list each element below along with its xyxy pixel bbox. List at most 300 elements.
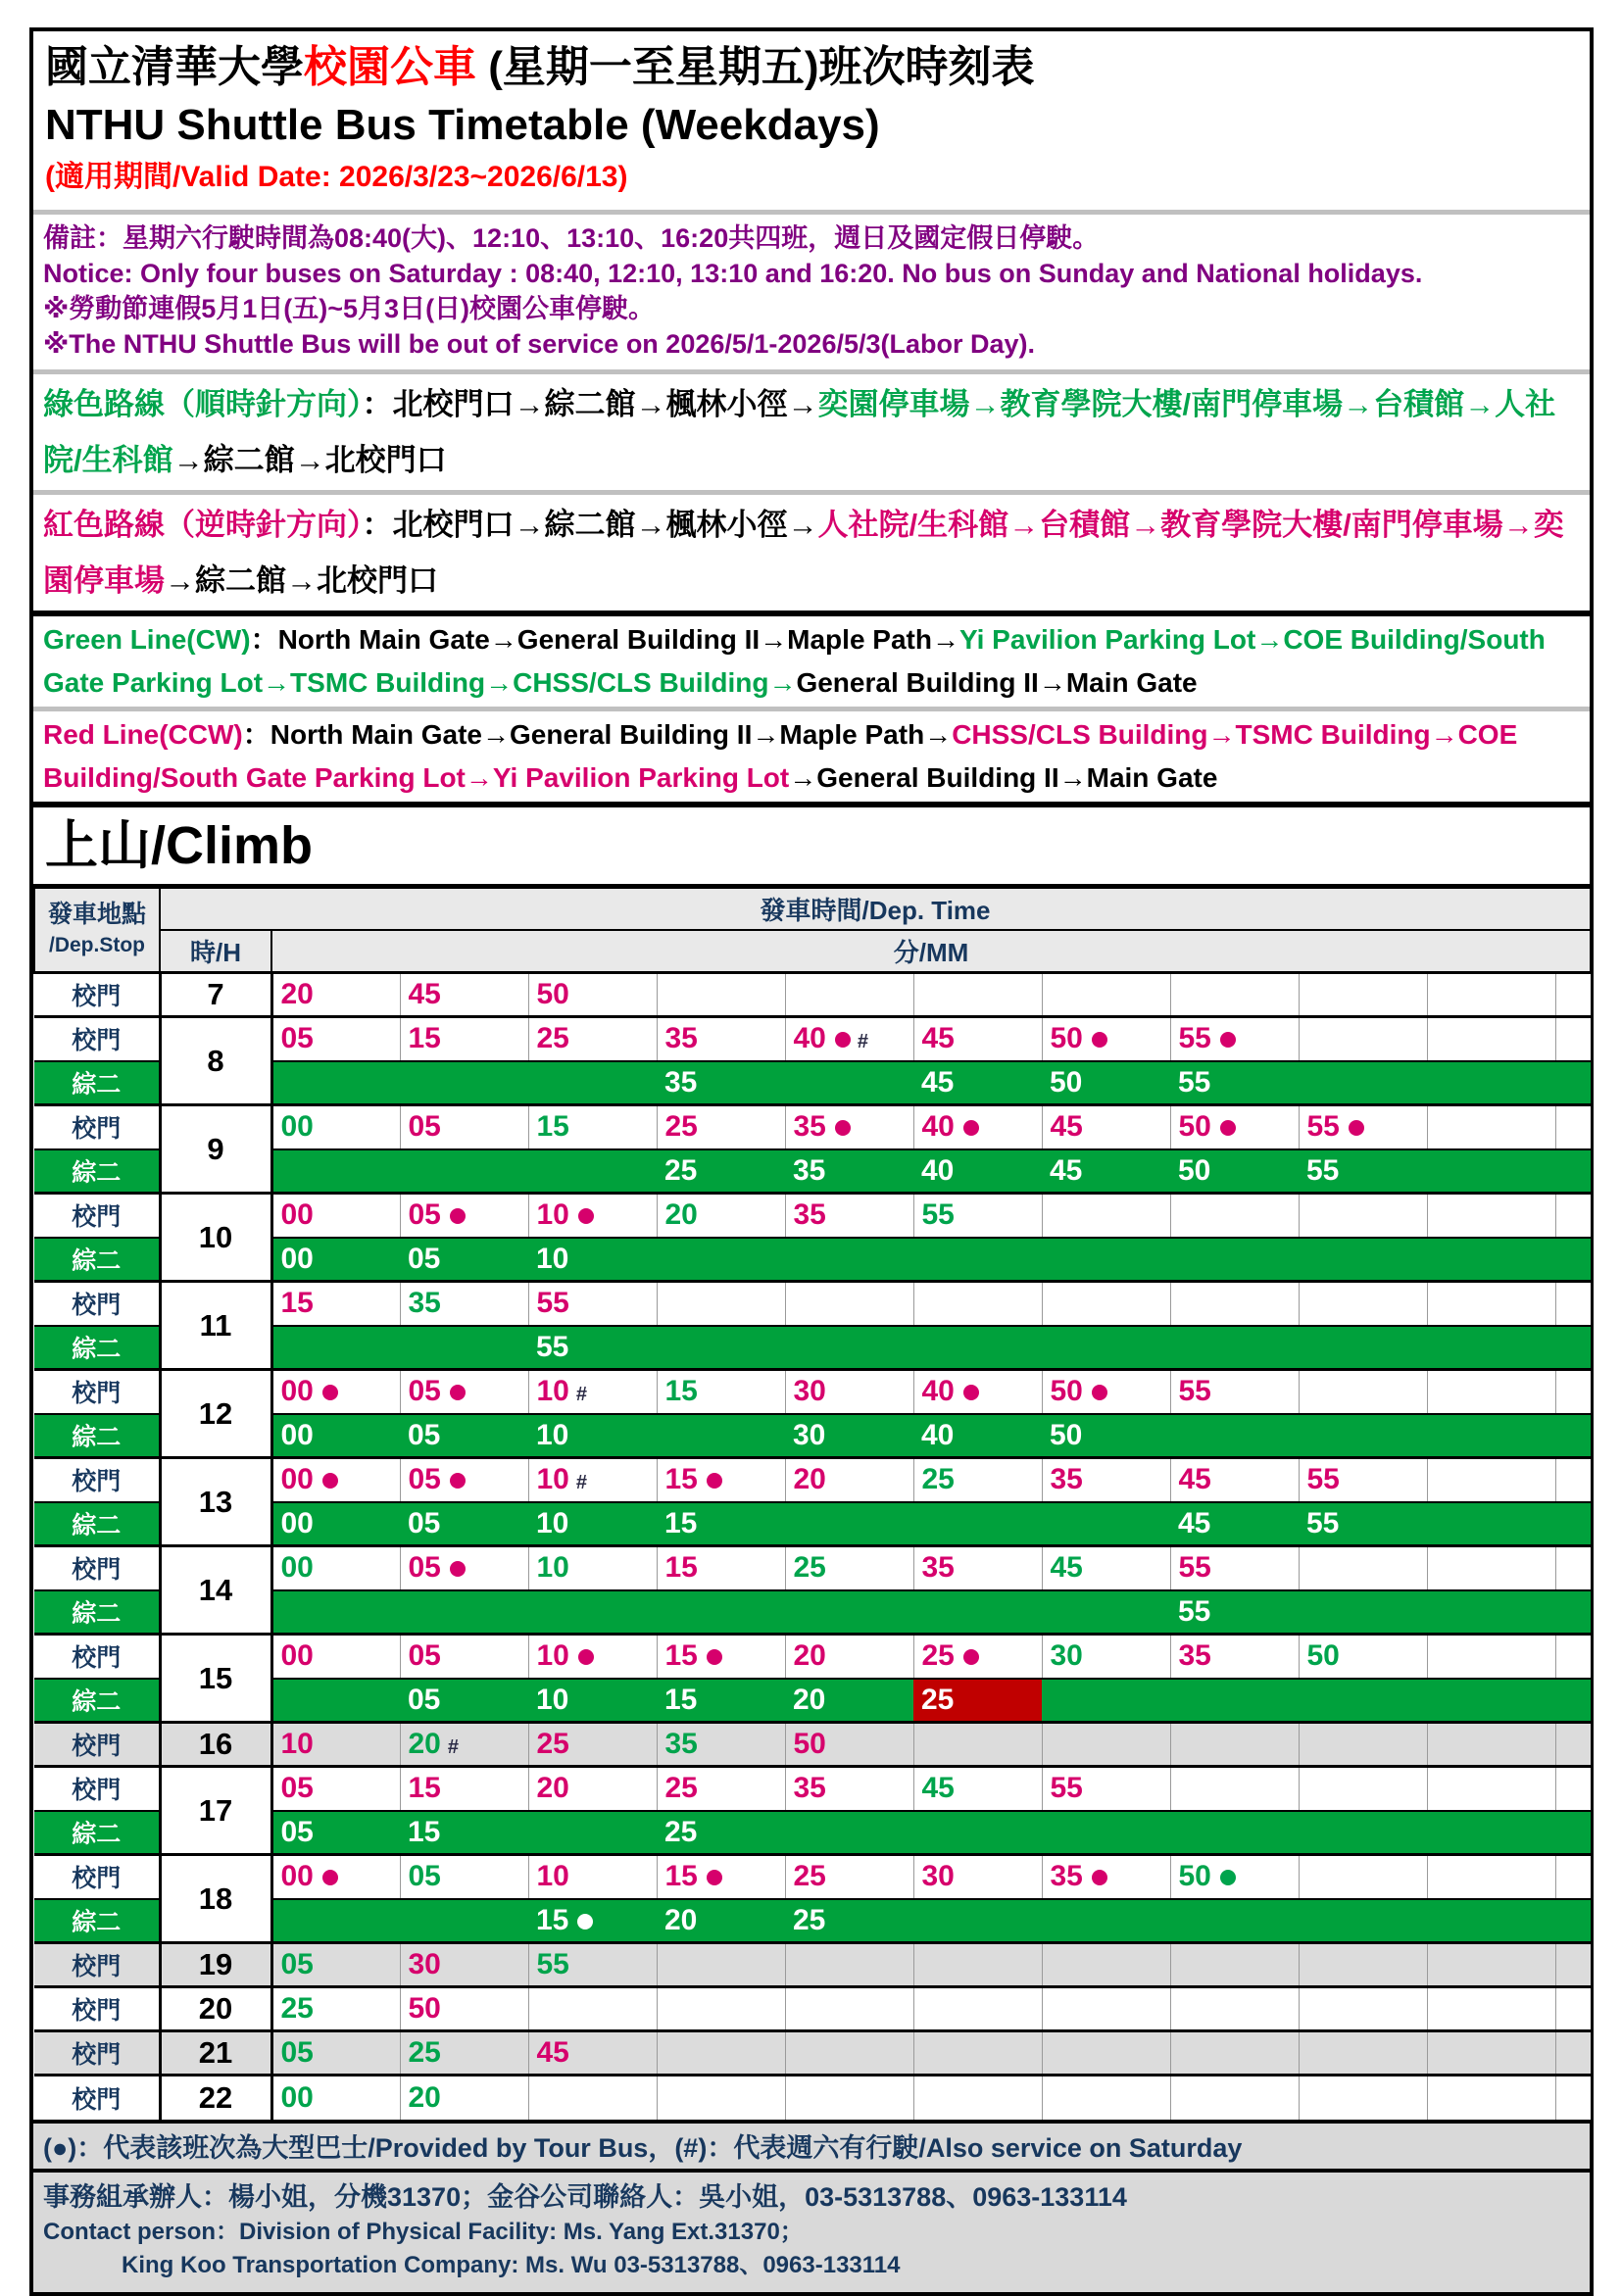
minute-value: 30 <box>793 1418 826 1451</box>
minute-value: 10 <box>536 1683 569 1716</box>
text-segment: 綠色路線（順時針方向） <box>43 387 363 421</box>
departure-time-cell <box>528 1458 657 1502</box>
stop-label: 校門 <box>34 1723 160 1767</box>
minute-value: 45 <box>921 1772 955 1805</box>
empty-cell <box>1299 1017 1427 1061</box>
timetable-row-9-gate <box>34 1105 1591 1149</box>
minute-value: 05 <box>408 1683 441 1716</box>
departure-time-cell <box>528 1635 657 1679</box>
departure-time-cell <box>1170 1105 1299 1149</box>
minute-value: 05 <box>280 2036 314 2069</box>
minute-value: 55 <box>1050 1772 1083 1805</box>
empty-cell <box>1555 1590 1591 1635</box>
minute-value: 00 <box>281 1463 338 1495</box>
tour-bus-dot-icon <box>1092 1870 1107 1885</box>
departure-time-cell <box>1170 1061 1299 1105</box>
empty-cell <box>913 1590 1042 1635</box>
minute-value: 55 <box>1178 1551 1211 1585</box>
note-zh-labor-day: ※勞動節連假5月1日(五)~5月3日(日)校園公車停駛。 <box>43 294 656 323</box>
tour-bus-dot-icon <box>322 1473 338 1489</box>
empty-cell <box>1299 1811 1427 1855</box>
departure-time-cell <box>400 1679 528 1723</box>
tour-bus-dot-icon <box>1092 1032 1107 1048</box>
empty-cell <box>1427 1899 1555 1943</box>
empty-cell <box>1427 1458 1555 1502</box>
empty-cell <box>785 1326 913 1370</box>
empty-cell <box>785 1987 913 2031</box>
departure-time-cell <box>528 1282 657 1326</box>
departure-time-cell <box>657 1502 785 1546</box>
stop-label: 校門 <box>34 1017 160 1061</box>
hour-value: 10 <box>160 1194 271 1282</box>
timetable-row-15-gate <box>34 1635 1591 1679</box>
empty-cell <box>1555 973 1591 1017</box>
empty-cell <box>1555 1767 1591 1811</box>
minute-value: 50 <box>1050 1418 1083 1451</box>
departure-time-cell <box>785 1635 913 1679</box>
empty-cell <box>1299 1282 1427 1326</box>
empty-cell <box>913 1282 1042 1326</box>
empty-cell <box>528 1811 657 1855</box>
departure-time-cell <box>271 1414 400 1458</box>
departure-time-cell <box>271 1194 400 1238</box>
tour-bus-dot-icon <box>450 1561 466 1577</box>
departure-time-cell <box>785 1414 913 1458</box>
minute-value: 35 <box>408 1287 441 1320</box>
departure-time-cell <box>528 1105 657 1149</box>
departure-time-cell <box>271 1635 400 1679</box>
empty-cell <box>1427 1679 1555 1723</box>
minute-value: 50 <box>408 1992 441 2025</box>
empty-cell <box>1555 2031 1591 2076</box>
minute-value: 25 <box>793 1551 826 1585</box>
minute-value: 35 <box>793 1153 826 1187</box>
minute-value: 40 <box>921 1153 955 1187</box>
empty-cell <box>1555 1194 1591 1238</box>
empty-cell <box>1299 1987 1427 2031</box>
header-dep-stop-zh: 發車地點 <box>47 901 146 928</box>
empty-cell <box>785 2031 913 2076</box>
departure-time-cell <box>271 973 400 1017</box>
hour-value: 14 <box>160 1546 271 1635</box>
empty-cell <box>1555 1061 1591 1105</box>
stop-label: 校門 <box>34 1987 160 2031</box>
empty-cell <box>1555 1370 1591 1414</box>
empty-cell <box>785 1502 913 1546</box>
departure-time-cell <box>528 1502 657 1546</box>
empty-cell <box>1427 1017 1555 1061</box>
minute-value: 20 <box>280 978 314 1010</box>
empty-cell <box>528 1149 657 1194</box>
departure-time-cell <box>528 1326 657 1370</box>
minute-value: 00 <box>280 2080 314 2114</box>
empty-cell <box>400 1899 528 1943</box>
empty-cell <box>1427 1326 1555 1370</box>
timetable-row-21-gate <box>34 2031 1591 2076</box>
hour-value: 13 <box>160 1458 271 1546</box>
empty-cell <box>1170 1238 1299 1282</box>
hour-value: 8 <box>160 1017 271 1105</box>
text-segment: 紅色路線（逆時針方向） <box>43 508 363 542</box>
departure-time-cell <box>657 1546 785 1590</box>
tour-bus-dot-icon <box>707 1870 722 1885</box>
departure-time-cell <box>271 1811 400 1855</box>
stop-label: 校門 <box>34 1194 160 1238</box>
stop-label: 校門 <box>34 1943 160 1987</box>
empty-cell <box>785 1282 913 1326</box>
tour-bus-dot-icon <box>450 1385 466 1400</box>
empty-cell <box>1555 1899 1591 1943</box>
text-segment: Yi Pavilion Parking Lot→COE Building/South Gate Parking Lot→TSMC Building→CHSS/CLS Building→ <box>43 624 1546 698</box>
departure-time-cell <box>1170 1458 1299 1502</box>
empty-cell <box>1555 1017 1591 1061</box>
tour-bus-dot-icon <box>450 1473 466 1489</box>
timetable-row-14-gate <box>34 1546 1591 1590</box>
empty-cell <box>1170 1679 1299 1723</box>
stop-label: 綜二 <box>34 1502 160 1546</box>
title-block <box>33 31 1590 210</box>
timetable-row-20-gate <box>34 1987 1591 2031</box>
stop-label: 綜二 <box>34 1590 160 1635</box>
text-segment: Green Line(CW) <box>43 624 251 655</box>
departure-time-cell <box>913 1458 1042 1502</box>
departure-time-cell <box>400 1546 528 1590</box>
empty-cell <box>1042 1194 1170 1238</box>
text-segment: (星期一至星期五)班次時刻表 <box>476 43 1035 91</box>
hour-value: 11 <box>160 1282 271 1370</box>
minute-value: 15 <box>280 1287 314 1320</box>
empty-cell <box>1427 1105 1555 1149</box>
empty-cell <box>1555 1282 1591 1326</box>
departure-time-cell <box>400 1502 528 1546</box>
text-segment: 人社院/生科館→台積館→教育學院大樓/南門停車場→奕園停車場 <box>43 508 1564 598</box>
text-segment: 奕園停車場→教育學院大樓/南門停車場→台積館→人社院/生科館 <box>43 387 1556 477</box>
minute-value: 15 <box>664 1375 698 1408</box>
empty-cell <box>1299 1679 1427 1723</box>
minute-value: 15 <box>408 1022 441 1055</box>
minute-value: 45 <box>1050 1551 1083 1585</box>
departure-time-cell <box>913 1767 1042 1811</box>
empty-cell <box>1170 1414 1299 1458</box>
departure-time-cell <box>271 1370 400 1414</box>
empty-cell <box>271 1590 400 1635</box>
empty-cell <box>1299 973 1427 1017</box>
empty-cell <box>1299 1899 1427 1943</box>
minute-value: 10 <box>536 1551 569 1585</box>
departure-time-cell <box>528 1767 657 1811</box>
minute-value: 30 <box>921 1860 955 1893</box>
text-segment: →綜二館→北校門口 <box>165 563 438 598</box>
minute-value: 00 <box>281 1375 338 1407</box>
departure-time-cell <box>657 1899 785 1943</box>
empty-cell <box>1170 1326 1299 1370</box>
minute-value: 50 <box>1051 1022 1107 1054</box>
empty-cell <box>271 1679 400 1723</box>
empty-cell <box>1299 1194 1427 1238</box>
empty-cell <box>657 1238 785 1282</box>
empty-cell <box>1555 1635 1591 1679</box>
departure-time-cell <box>1042 1546 1170 1590</box>
empty-cell <box>1042 1723 1170 1767</box>
departure-time-cell <box>271 1282 400 1326</box>
header-dep-time: 發車時間/Dep. Time <box>160 887 1591 930</box>
empty-cell <box>1299 1546 1427 1590</box>
empty-cell <box>1299 1943 1427 1987</box>
empty-cell <box>1299 1061 1427 1105</box>
empty-cell <box>1555 1458 1591 1502</box>
minute-value: 15 <box>664 1551 698 1585</box>
minute-value: 35 <box>1050 1463 1083 1496</box>
title-zh <box>45 39 1578 96</box>
minute-value: 10 <box>536 1375 569 1408</box>
departure-time-cell <box>400 1238 528 1282</box>
minute-value: 10 <box>536 1418 569 1451</box>
empty-cell <box>785 1943 913 1987</box>
minute-value: 20 <box>793 1639 826 1673</box>
notes-block <box>33 215 1590 369</box>
departure-time-cell <box>785 1899 913 1943</box>
departure-time-cell <box>785 1194 913 1238</box>
title-en: NTHU Shuttle Bus Timetable (Weekdays) <box>45 101 880 149</box>
departure-time-cell <box>1170 1855 1299 1899</box>
departure-time-cell <box>271 1458 400 1502</box>
minute-value: 25 <box>921 1463 955 1496</box>
minute-value: 00 <box>280 1551 314 1585</box>
header-hour: 時/H <box>160 930 271 973</box>
departure-time-cell <box>785 1546 913 1590</box>
minute-value: 25 <box>664 1815 698 1848</box>
departure-time-cell <box>1299 1502 1427 1546</box>
timetable-row-19-gate <box>34 1943 1591 1987</box>
tour-bus-dot-icon <box>322 1870 338 1885</box>
route-green-en <box>33 616 1590 707</box>
stop-label: 校門 <box>34 1458 160 1502</box>
empty-cell <box>1170 1282 1299 1326</box>
departure-time-cell <box>1042 1635 1170 1679</box>
empty-cell <box>1555 1326 1591 1370</box>
minute-value: 50 <box>1306 1639 1340 1673</box>
minute-value: 15 <box>536 1904 593 1936</box>
stop-label: 校門 <box>34 1370 160 1414</box>
minute-value: 35 <box>793 1198 826 1232</box>
empty-cell <box>1427 1194 1555 1238</box>
empty-cell <box>1555 1105 1591 1149</box>
stop-label: 綜二 <box>34 1061 160 1105</box>
stop-label: 校門 <box>34 1546 160 1590</box>
departure-time-cell <box>1042 1105 1170 1149</box>
empty-cell <box>528 1987 657 2031</box>
minute-value: 00 <box>280 1110 314 1144</box>
minute-value: 00 <box>280 1198 314 1232</box>
stop-label: 綜二 <box>34 1811 160 1855</box>
minute-value: 35 <box>664 1022 698 1055</box>
empty-cell <box>1555 1943 1591 1987</box>
departure-time-cell <box>400 1370 528 1414</box>
empty-cell <box>913 973 1042 1017</box>
stop-label: 綜二 <box>34 1414 160 1458</box>
empty-cell <box>1555 1679 1591 1723</box>
note-zh-saturday: 備註：星期六行駛時間為08:40(大)、12:10、13:10、16:20共四班，週日及國定假日停駛。 <box>43 223 1100 253</box>
empty-cell <box>657 973 785 1017</box>
empty-cell <box>785 1238 913 1282</box>
hour-value: 17 <box>160 1767 271 1855</box>
valid-date: (適用期間/Valid Date: 2026/3/23~2026/6/13) <box>45 161 628 193</box>
departure-time-cell <box>913 1635 1042 1679</box>
minute-value: 20 <box>536 1772 569 1805</box>
minute-value: 05 <box>280 1022 314 1055</box>
minute-value: 25 <box>536 1728 569 1760</box>
minute-value: 50 <box>793 1728 826 1760</box>
empty-cell <box>1427 1855 1555 1899</box>
minute-value: 00 <box>280 1639 314 1673</box>
departure-time-cell <box>400 1855 528 1899</box>
tour-bus-dot-icon <box>963 1120 979 1136</box>
timetable-body <box>34 973 1591 2120</box>
minute-value: 05 <box>408 1639 441 1673</box>
timetable-row-7-gate <box>34 973 1591 1017</box>
header-dep-stop <box>34 887 160 973</box>
departure-time-cell <box>271 1767 400 1811</box>
empty-cell <box>1299 1723 1427 1767</box>
stop-label: 校門 <box>34 2076 160 2120</box>
saturday-hash-icon: # <box>575 1384 587 1406</box>
tour-bus-dot-icon <box>835 1120 851 1136</box>
empty-cell <box>1299 1590 1427 1635</box>
empty-cell <box>528 1061 657 1105</box>
contact-block <box>33 2169 1590 2292</box>
minute-value: 00 <box>280 1242 314 1275</box>
minute-value: 50 <box>1179 1110 1236 1143</box>
empty-cell <box>400 1326 528 1370</box>
empty-cell <box>1299 1370 1427 1414</box>
departure-time-cell <box>657 1149 785 1194</box>
minute-value: 25 <box>664 1153 698 1187</box>
departure-time-cell <box>1042 1855 1170 1899</box>
minute-value: 15 <box>408 1772 441 1805</box>
departure-time-cell <box>400 1458 528 1502</box>
departure-time-cell <box>785 1370 913 1414</box>
empty-cell <box>1170 1811 1299 1855</box>
departure-time-cell <box>271 2031 400 2076</box>
departure-time-cell <box>400 1723 528 1767</box>
minute-value: 05 <box>408 1506 441 1539</box>
empty-cell <box>1555 1723 1591 1767</box>
minute-value: 25 <box>793 1860 826 1893</box>
departure-time-cell <box>1299 1105 1427 1149</box>
minute-value: 15 <box>536 1110 569 1144</box>
departure-time-cell <box>271 1855 400 1899</box>
timetable-row-22-gate <box>34 2076 1591 2120</box>
empty-cell <box>1427 1414 1555 1458</box>
departure-time-cell <box>913 1017 1042 1061</box>
empty-cell <box>1299 1238 1427 1282</box>
stop-label: 校門 <box>34 2031 160 2076</box>
empty-cell <box>1170 973 1299 1017</box>
empty-cell <box>1042 973 1170 1017</box>
departure-time-cell <box>657 1194 785 1238</box>
stop-label: 綜二 <box>34 1326 160 1370</box>
minute-value: 10 <box>536 1860 569 1893</box>
minute-value: 05 <box>408 1242 441 1275</box>
departure-time-cell <box>400 1017 528 1061</box>
minute-value: 40 <box>794 1022 851 1054</box>
empty-cell <box>1170 1194 1299 1238</box>
text-segment: General Building II→Main Gate <box>796 667 1198 698</box>
minute-value: 00 <box>280 1418 314 1451</box>
departure-time-cell <box>1042 1017 1170 1061</box>
departure-time-cell <box>657 1679 785 1723</box>
minute-value: 30 <box>1050 1639 1083 1673</box>
minute-value: 55 <box>536 1948 569 1980</box>
departure-time-cell <box>528 1899 657 1943</box>
tour-bus-dot-icon <box>963 1385 979 1400</box>
minute-value: 30 <box>408 1948 441 1980</box>
timetable-row-16-gate <box>34 1723 1591 1767</box>
stop-label: 綜二 <box>34 1899 160 1943</box>
stop-label: 校門 <box>34 973 160 1017</box>
departure-time-cell <box>913 1546 1042 1590</box>
minute-value: 10 <box>537 1639 594 1672</box>
timetable-row-18-gate <box>34 1855 1591 1899</box>
minute-value: 05 <box>280 1772 314 1805</box>
minute-value: 05 <box>409 1375 466 1407</box>
departure-time-cell <box>913 1194 1042 1238</box>
minute-value: 45 <box>408 978 441 1010</box>
minute-value: 35 <box>1178 1639 1211 1673</box>
empty-cell <box>785 2076 913 2120</box>
departure-time-cell <box>528 2031 657 2076</box>
departure-time-cell <box>400 1811 528 1855</box>
departure-time-cell <box>528 1723 657 1767</box>
empty-cell <box>1427 1590 1555 1635</box>
departure-time-cell <box>271 1943 400 1987</box>
empty-cell <box>1427 1370 1555 1414</box>
text-segment: Red Line(CCW) <box>43 719 243 750</box>
minute-value: 55 <box>536 1330 569 1363</box>
contact-zh: 事務組承辦人：楊小姐，分機31370；金谷公司聯絡人：吳小姐，03-5313788、0963-133114 <box>43 2181 1127 2212</box>
minute-value: 20 <box>408 2080 441 2114</box>
departure-time-cell <box>400 1414 528 1458</box>
empty-cell <box>913 1238 1042 1282</box>
empty-cell <box>1299 1767 1427 1811</box>
departure-time-cell <box>1170 1590 1299 1635</box>
empty-cell <box>913 1943 1042 1987</box>
empty-cell <box>528 2076 657 2120</box>
empty-cell <box>913 1811 1042 1855</box>
departure-time-cell <box>528 1414 657 1458</box>
departure-time-cell <box>657 1017 785 1061</box>
tour-bus-dot-icon <box>963 1649 979 1665</box>
stop-label: 綜二 <box>34 1679 160 1723</box>
contact-en-2: King Koo Transportation Company: Ms. Wu 03-5313788、0963-133114 <box>122 2251 901 2278</box>
empty-cell <box>1042 1899 1170 1943</box>
departure-time-cell <box>528 1017 657 1061</box>
departure-time-cell <box>913 1105 1042 1149</box>
departure-time-cell <box>657 1061 785 1105</box>
empty-cell <box>657 1414 785 1458</box>
departure-time-cell <box>785 1105 913 1149</box>
empty-cell <box>785 1811 913 1855</box>
minute-value: 05 <box>408 1418 441 1451</box>
minute-value: 20 <box>408 1728 441 1760</box>
minute-value: 45 <box>1050 1110 1083 1144</box>
stop-label: 校門 <box>34 1855 160 1899</box>
empty-cell <box>271 1899 400 1943</box>
departure-time-cell <box>657 1105 785 1149</box>
minute-value: 15 <box>665 1860 722 1892</box>
empty-cell <box>1042 1590 1170 1635</box>
minute-value: 40 <box>922 1110 979 1143</box>
